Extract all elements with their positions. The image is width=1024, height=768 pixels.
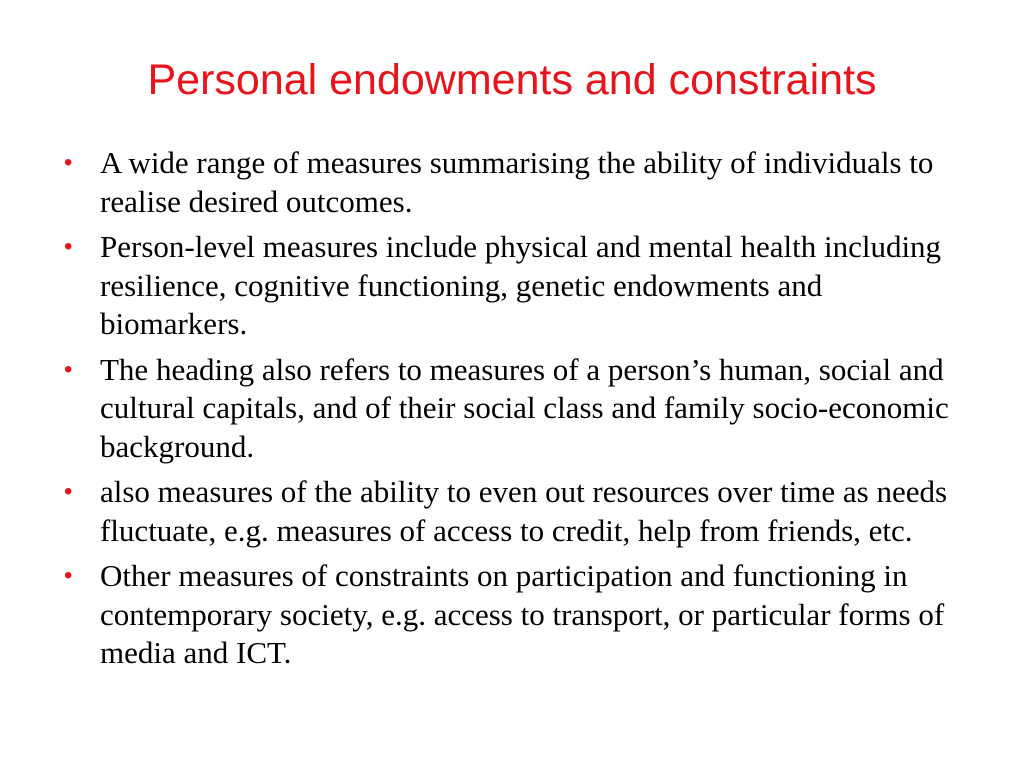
slide-title: Personal endowments and constraints (147, 56, 877, 104)
bullet-text: Other measures of constraints on participation and functioning in contemporary society, e.g. access to transport, or particular forms of media and ICT. (100, 558, 945, 670)
bullet-dot-icon: • (64, 149, 73, 176)
bullet-item (60, 351, 960, 467)
bullet-item (60, 557, 960, 673)
bullet-dot-icon: • (64, 355, 73, 383)
bullet-dot-icon: • (64, 233, 73, 260)
bullet-text: Person-level measures include physical and mental health including resilience, cognitive functioning, genetic endowments and biomarkers. (100, 229, 942, 341)
bullet-list (60, 144, 960, 680)
bullet-dot-icon: • (64, 562, 73, 589)
bullet-text: The heading also refers to measures of a person’s human, social and cultural capitals, and of their social class and family socio-economic background. (100, 351, 949, 464)
bullet-item (60, 144, 960, 221)
bullet-item (60, 228, 960, 344)
bullet-item (60, 473, 960, 550)
bullet-dot-icon: • (64, 478, 73, 505)
bullet-text: also measures of the ability to even out resources over time as needs fluctuate, e.g. measures of access to credit, help from friends, etc. (100, 474, 948, 548)
bullet-text: A wide range of measures summarising the ability of individuals to realise desired outcomes. (100, 145, 934, 219)
